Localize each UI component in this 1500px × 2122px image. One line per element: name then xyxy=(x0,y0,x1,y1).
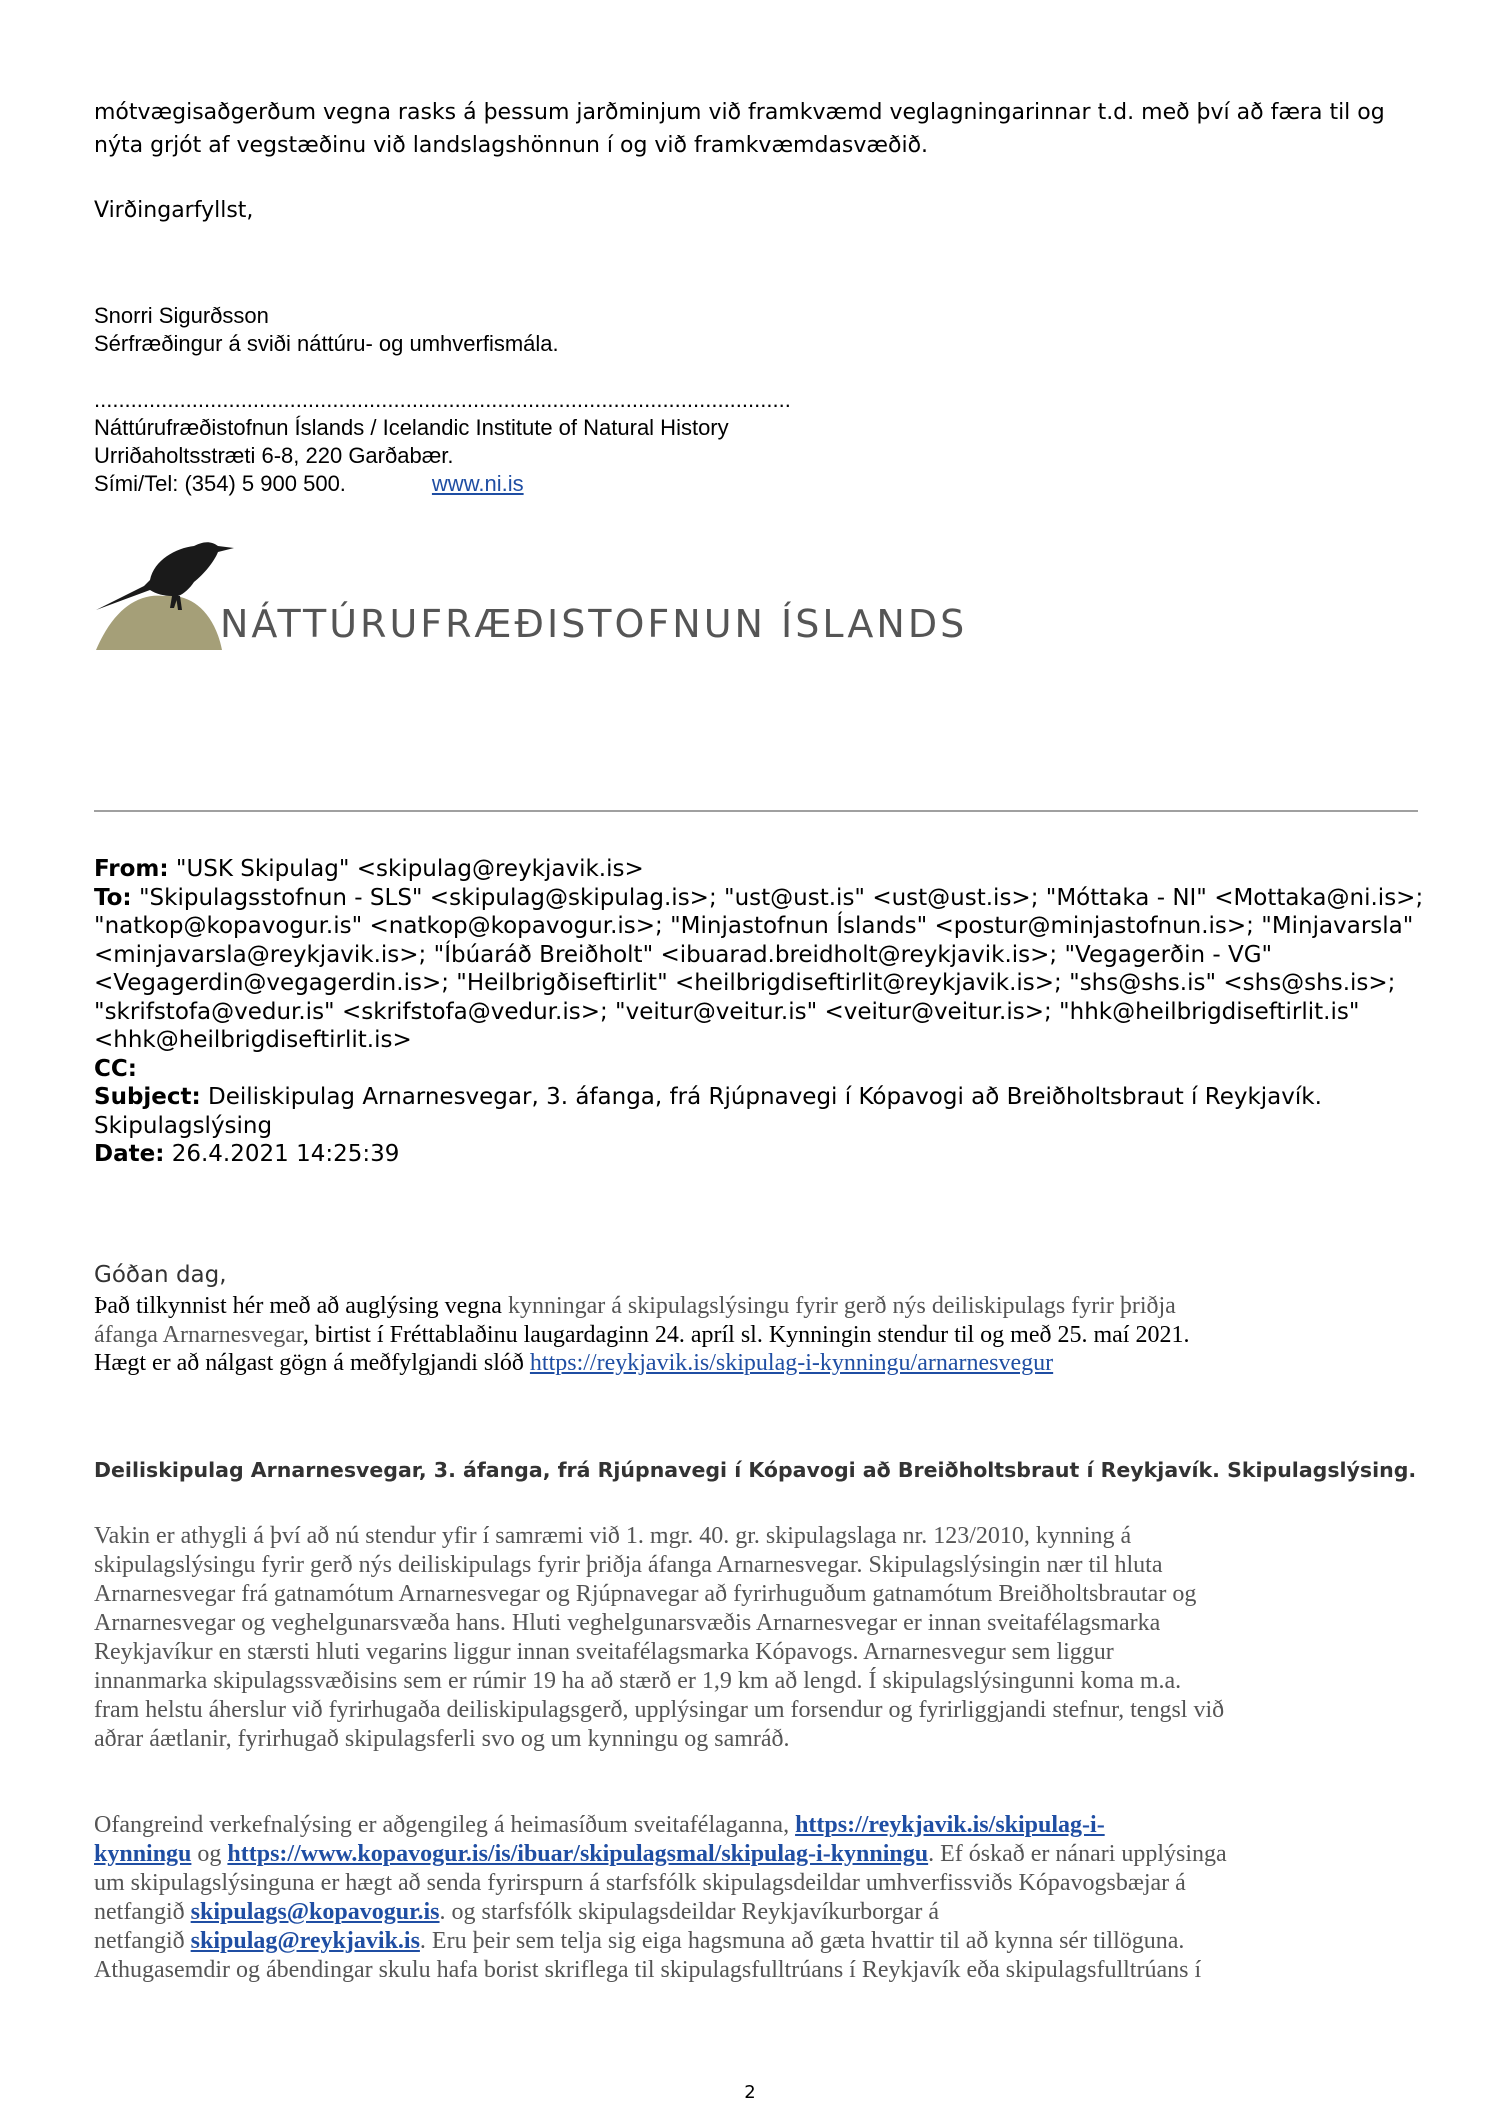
text-line: Vakin er athygli á því að nú stendur yfir í samræmi við 1. mgr. 40. gr. skipulagslaga nr. 123/2010, kynning á xyxy=(94,1523,1132,1549)
to-label: To: xyxy=(94,884,132,911)
reykjavik-kynning-link-continued[interactable]: kynningu xyxy=(94,1841,192,1867)
body-paragraph-2 xyxy=(94,1811,1424,1985)
arnarnesvegur-link[interactable]: https://reykjavik.is/skipulag-i-kynningu/arnarnesvegur xyxy=(529,1350,1054,1376)
intro-text: Það tilkynnist hér með að auglýsing vegna xyxy=(94,1293,508,1319)
continuation-paragraph xyxy=(94,96,1424,162)
mound-shape xyxy=(96,596,222,650)
text-segment: . Ef óskað er nánari upplýsinga xyxy=(928,1841,1227,1867)
email-subject xyxy=(94,1083,1424,1112)
logo-wordmark: NÁTTÚRUFRÆÐISTOFNUN ÍSLANDS xyxy=(220,602,968,646)
email-cc xyxy=(94,1055,1424,1084)
from-value: "USK Skipulag" <skipulag@reykjavik.is> xyxy=(175,856,644,882)
subject-label: Subject: xyxy=(94,1084,201,1110)
text-segment: netfangið xyxy=(94,1899,191,1925)
text-line: um skipulagslýsinguna er hægt að senda fyrirspurn á starfsfólk skipulagsdeildar umhverfissviðs Kópavogsbæjar á xyxy=(94,1870,1186,1896)
intro-text: áfanga Arnarnesvegar xyxy=(94,1321,303,1348)
subject-value: Deiliskipulag Arnarnesvegar, 3. áfanga, frá Rjúpnavegi í Kópavogi að Breiðholtsbraut í Reykjavík. xyxy=(208,1084,1322,1110)
text-line: mótvægisaðgerðum vegna rasks á þessum jarðminjum við framkvæmd veglagningarinnar t.d. með því að færa til og xyxy=(94,100,1385,125)
signature-phone: Sími/Tel: (354) 5 900 500. xyxy=(94,471,346,496)
date-value: 26.4.2021 14:25:39 xyxy=(171,1141,400,1167)
signature-phone-line xyxy=(94,470,1424,498)
text-line: Reykjavíkur en stærsti hluti vegarins liggur innan sveitafélagsmarka Kópavogs. Arnarnesvegur sem liggur xyxy=(94,1639,1114,1665)
to-value: <minjavarsla@reykjavik.is>; "Íbúaráð Breiðholt" <ibuarad.breidholt@reykjavik.is>; "Vegagerðin - VG" xyxy=(94,941,1273,968)
signature-block xyxy=(94,302,1424,498)
text-line: fram helstu áherslur við fyrirhugaða deiliskipulagsgerð, upplýsingar um forsendur og fyrirliggjandi stefnur, tengsl við xyxy=(94,1697,1225,1723)
to-value: "Skipulagsstofnun - SLS" <skipulag@skipulag.is>; "ust@ust.is" <ust@ust.is>; "Móttaka - NI" <Mottaka@ni.is>; xyxy=(138,884,1424,911)
signature-role: Sérfræðingur á sviði náttúru- og umhverfismála. xyxy=(94,331,559,356)
text-line: Athugasemdir og ábendingar skulu hafa borist skriflega til skipulagsfulltrúans í Reykjavík eða skipulagsfulltrúans í xyxy=(94,1957,1202,1983)
to-value: "natkop@kopavogur.is" <natkop@kopavogur.is>; "Minjastofnun Íslands" <postur@minjastofnun.is>; "Minjavarsla" xyxy=(94,913,1414,939)
reykjavik-email-link[interactable]: skipulag@reykjavik.is xyxy=(190,1928,420,1954)
text-segment: netfangið xyxy=(94,1928,191,1954)
email-to xyxy=(94,884,1424,913)
email-date xyxy=(94,1140,1424,1169)
text-segment: . Eru þeir sem telja sig eiga hagsmuna að gæta hvattir til að kynna sér tillöguna. xyxy=(419,1928,1185,1954)
horizontal-divider xyxy=(94,810,1418,812)
text-line: Arnarnesvegar frá gatnamótum Arnarnesvegar og Rjúpnavegar að fyrirhuguðum gatnamótum Breiðholtsbrautar og xyxy=(94,1581,1197,1607)
text-line: skipulagslýsingu fyrir gerð nýs deiliskipulags fyrir þriðja áfanga Arnarnesvegar. Skipulagslýsingin nær til hluta xyxy=(94,1552,1163,1578)
kopavogur-email-link[interactable]: skipulags@kopavogur.is xyxy=(190,1899,440,1925)
text-segment: og xyxy=(191,1841,228,1867)
text-line: Arnarnesvegar og veghelgunarsvæða hans. Hluti veghelgunarsvæðis Arnarnesvegar er innan sveitafélagsmarka xyxy=(94,1610,1161,1636)
intro-text: Hægt er að nálgast gögn á meðfylgjandi slóð xyxy=(94,1350,530,1376)
intro-text: kynningar á skipulagslýsingu fyrir gerð nýs deiliskipulags fyrir þriðja xyxy=(507,1293,1176,1319)
text-line: aðrar áætlanir, fyrirhugað skipulagsferli svo og um kynningu og samráð. xyxy=(94,1726,790,1752)
date-label: Date: xyxy=(94,1141,165,1167)
signature-address: Urriðaholtsstræti 6-8, 220 Garðabær. xyxy=(94,443,454,468)
signature-org: Náttúrufræðistofnun Íslands / Icelandic Institute of Natural History xyxy=(94,415,729,440)
reykjavik-kynning-link[interactable]: https://reykjavik.is/skipulag-i- xyxy=(795,1812,1105,1838)
text-segment: Ofangreind verkefnalýsing er aðgengileg á heimasíðum sveitafélaganna, xyxy=(94,1812,796,1838)
greeting: Góðan dag, xyxy=(94,1262,227,1288)
email-from xyxy=(94,855,1424,884)
from-label: From: xyxy=(94,856,169,882)
text-segment: . og starfsfólk skipulagsdeildar Reykjavíkurborgar á xyxy=(439,1899,939,1925)
intro-text: , birtist í Fréttablaðinu laugardaginn 24. apríl sl. Kynningin stendur til og með 25. maí 2021. xyxy=(302,1321,1190,1348)
body-paragraph-1 xyxy=(94,1522,1424,1754)
text-line: innanmarka skipulagssvæðisins sem er rúmir 19 ha að stærð er 1,9 km að lengd. Í skipulagslýsingunni koma m.a. xyxy=(94,1668,1182,1694)
kopavogur-kynning-link[interactable]: https://www.kopavogur.is/is/ibuar/skipulagsmal/skipulag-i-kynningu xyxy=(227,1841,929,1867)
to-value: <hhk@heilbrigdiseftirlit.is> xyxy=(94,1027,412,1053)
cc-label: CC: xyxy=(94,1055,137,1082)
text-line: nýta grjót af vegstæðinu við landslagshönnun í og við framkvæmdasvæðið. xyxy=(94,133,929,158)
to-value: "skrifstofa@vedur.is" <skrifstofa@vedur.is>; "veitur@veitur.is" <veitur@veitur.is>; "hhk@heilbrigdiseftirlit.is" xyxy=(94,998,1360,1025)
closing: Virðingarfyllst, xyxy=(94,198,254,223)
website-link[interactable]: www.ni.is xyxy=(431,471,524,496)
to-value: <Vegagerdin@vegagerdin.is>; "Heilbrigðiseftirlit" <heilbrigdiseftirlit@reykjavik.is>; "shs@shs.is" <shs@shs.is>; xyxy=(94,970,1396,996)
signature-separator: .................................................................................................................. xyxy=(94,387,791,412)
intro-paragraph xyxy=(94,1292,1424,1378)
signature-name: Snorri Sigurðsson xyxy=(94,303,269,328)
email-header xyxy=(94,855,1424,1169)
page-number: 2 xyxy=(744,2082,756,2103)
subject-value: Skipulagslýsing xyxy=(94,1112,273,1139)
section-title: Deiliskipulag Arnarnesvegar, 3. áfanga, frá Rjúpnavegi í Kópavogi að Breiðholtsbraut í Reykjavík. Skipulagslýsing. xyxy=(94,1458,1417,1482)
